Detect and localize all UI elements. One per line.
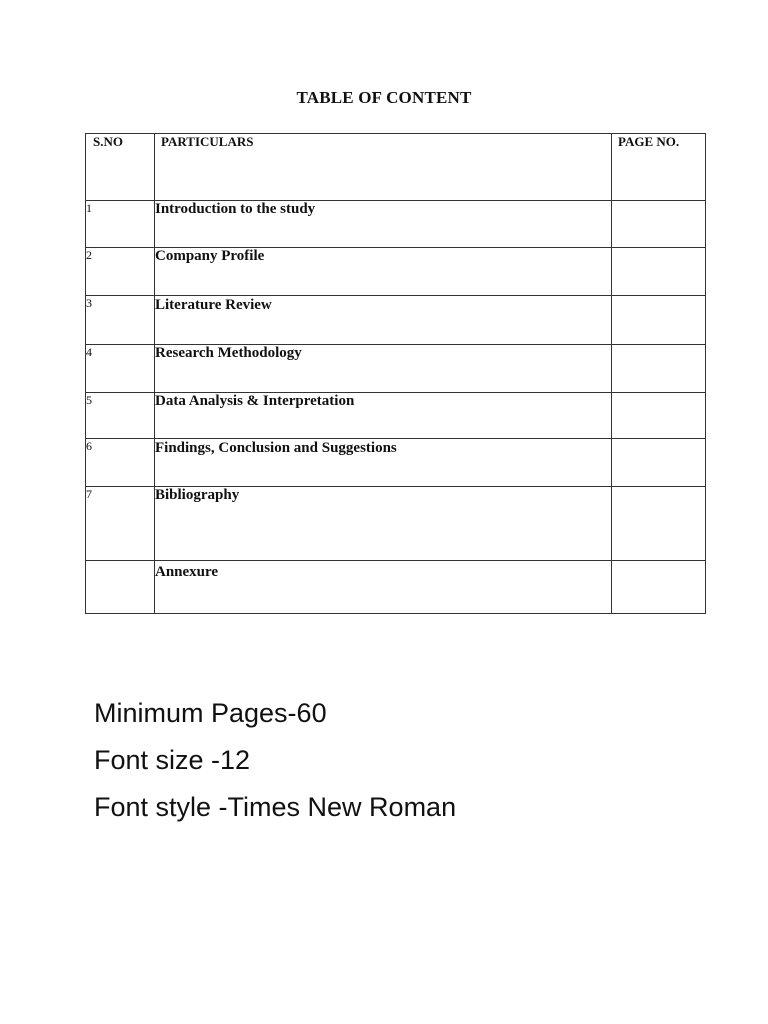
table-header-row [86, 134, 706, 201]
table-row [86, 345, 706, 393]
cell-particular: Research Methodology [155, 345, 612, 393]
column-header-sno: S.NO [86, 134, 155, 201]
note-font-size: Font size -12 [94, 745, 251, 775]
table-of-contents [85, 133, 706, 614]
formatting-notes [94, 690, 456, 831]
cell-sno: 4 [86, 345, 155, 393]
cell-page-no [612, 439, 706, 487]
note-font-style: Font style -Times New Roman [94, 792, 457, 822]
cell-page-no [612, 296, 706, 345]
cell-particular: Bibliography [155, 487, 612, 561]
cell-sno: 2 [86, 248, 155, 296]
cell-particular: Literature Review [155, 296, 612, 345]
cell-page-no [612, 561, 706, 614]
cell-sno: 6 [86, 439, 155, 487]
cell-particular: Introduction to the study [155, 201, 612, 248]
table-row [86, 248, 706, 296]
cell-page-no [612, 487, 706, 561]
cell-sno: 7 [86, 487, 155, 561]
cell-page-no [612, 201, 706, 248]
table-row [86, 561, 706, 614]
table-row [86, 487, 706, 561]
table-row [86, 201, 706, 248]
cell-page-no [612, 248, 706, 296]
table-row [86, 296, 706, 345]
column-header-page-no: PAGE NO. [612, 134, 706, 201]
cell-sno: 5 [86, 393, 155, 439]
cell-sno [86, 561, 155, 614]
page-title: TABLE OF CONTENT [296, 88, 472, 107]
cell-particular: Data Analysis & Interpretation [155, 393, 612, 439]
cell-particular: Findings, Conclusion and Suggestions [155, 439, 612, 487]
table-row [86, 393, 706, 439]
note-minimum-pages: Minimum Pages-60 [94, 698, 327, 728]
cell-particular: Company Profile [155, 248, 612, 296]
cell-sno: 1 [86, 201, 155, 248]
table-row [86, 439, 706, 487]
cell-particular: Annexure [155, 561, 612, 614]
cell-page-no [612, 345, 706, 393]
cell-page-no [612, 393, 706, 439]
cell-sno: 3 [86, 296, 155, 345]
column-header-particulars: PARTICULARS [155, 134, 612, 201]
